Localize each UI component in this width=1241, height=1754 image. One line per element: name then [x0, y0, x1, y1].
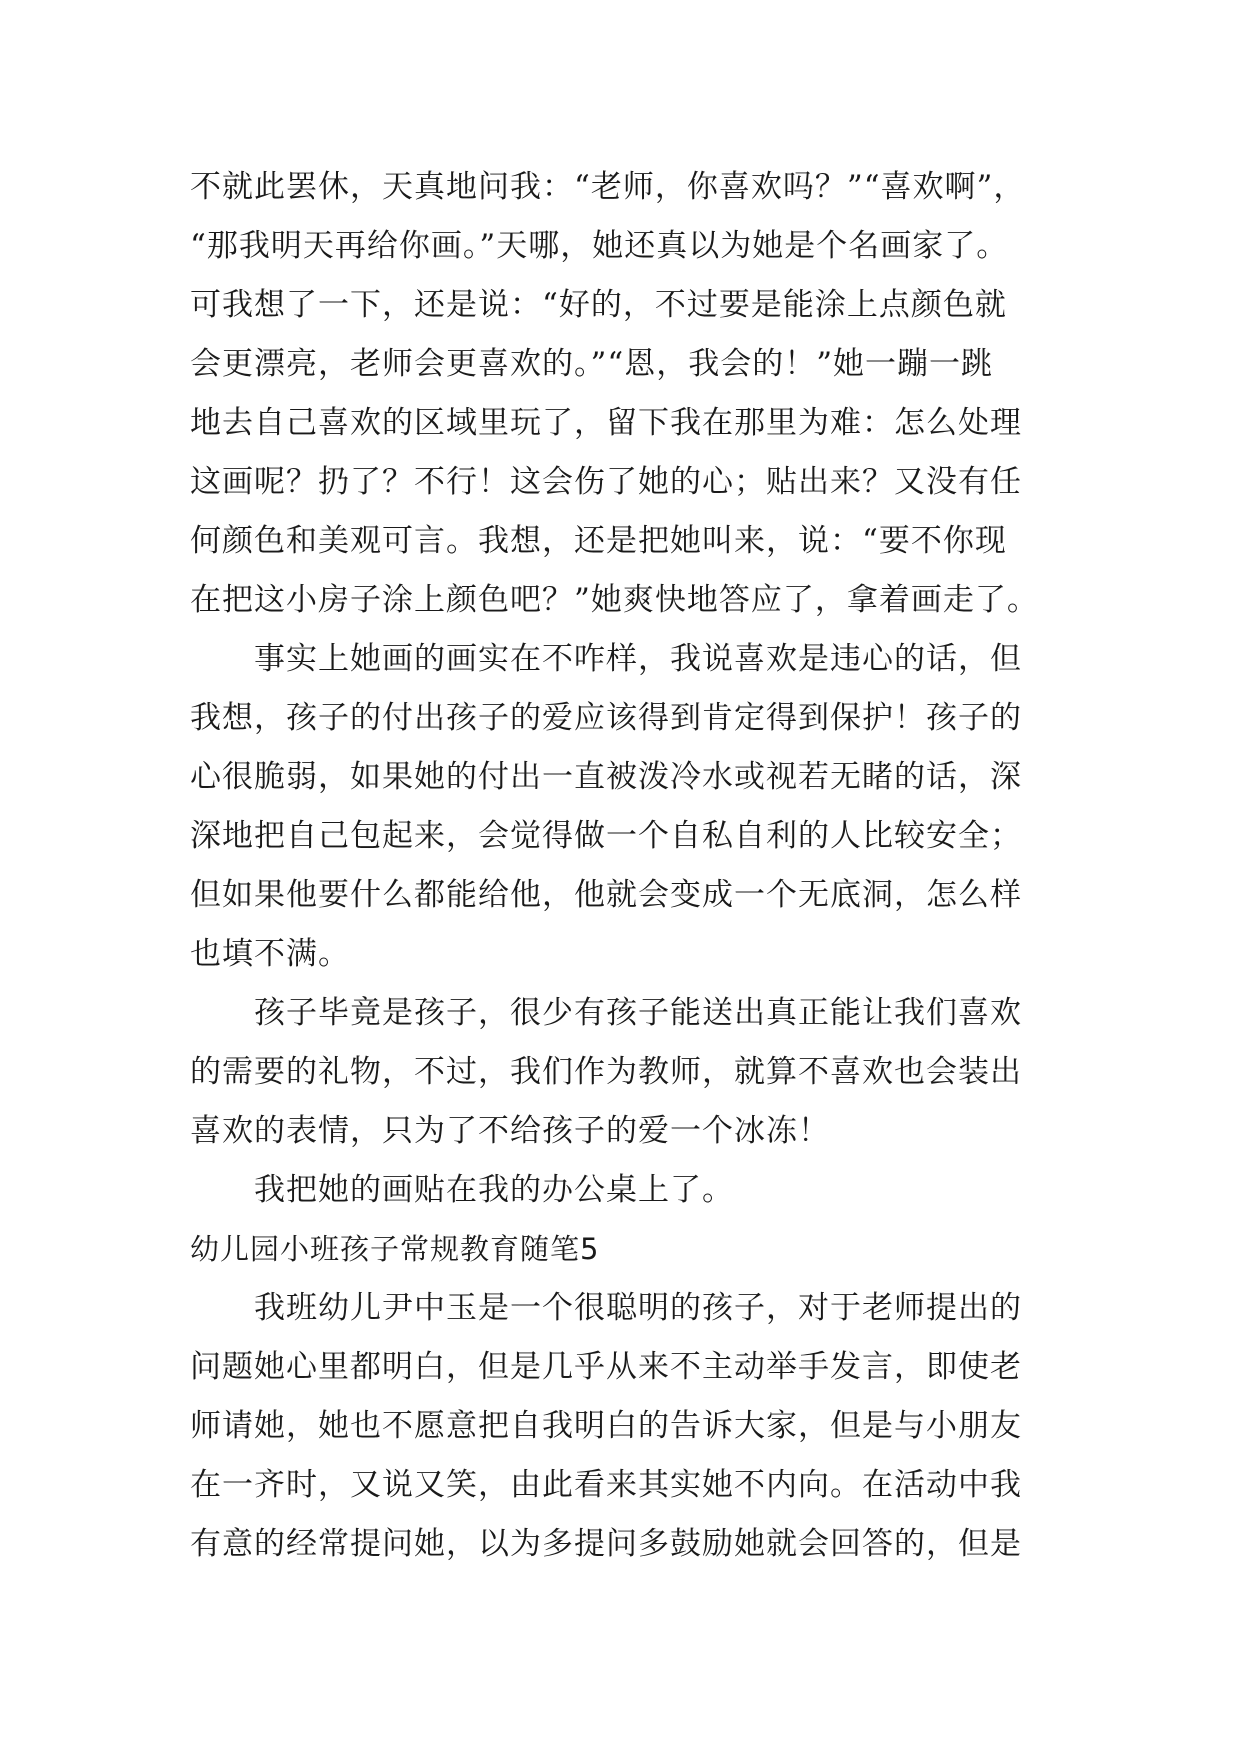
text-line: 在一齐时，又说又笑，由此看来其实她不内向。在活动中我 [190, 1467, 1022, 1503]
text-line: 有意的经常提问她，以为多提问多鼓励她就会回答的，但是 [190, 1526, 1022, 1562]
text-line: 我想，孩子的付出孩子的爱应该得到肯定得到保护！孩子的 [190, 700, 1022, 736]
paragraph-first-line: 我把她的画贴在我的办公桌上了。 [254, 1172, 734, 1208]
text-line: 也填不满。 [190, 936, 350, 972]
text-line: 这画呢？扔了？不行！这会伤了她的心；贴出来？又没有任 [190, 464, 1022, 500]
text-line: 师请她，她也不愿意把自我明白的告诉大家，但是与小朋友 [190, 1408, 1022, 1444]
text-line: 会更漂亮，老师会更喜欢的。”“恩，我会的！”她一蹦一跳 [190, 346, 994, 382]
text-line: 喜欢的表情，只为了不给孩子的爱一个冰冻！ [190, 1113, 830, 1149]
paragraph-first-line: 我班幼儿尹中玉是一个很聪明的孩子，对于老师提出的 [254, 1290, 1022, 1326]
text-line: 可我想了一下，还是说：“好的，不过要是能涂上点颜色就 [190, 287, 1007, 323]
text-line: 在把这小房子涂上颜色吧？”她爽快地答应了，拿着画走了。 [190, 582, 1039, 618]
text-line: 问题她心里都明白，但是几乎从来不主动举手发言，即使老 [190, 1349, 1022, 1385]
text-line: 的需要的礼物，不过，我们作为教师，就算不喜欢也会装出 [190, 1054, 1022, 1090]
paragraph-first-line: 孩子毕竟是孩子，很少有孩子能送出真正能让我们喜欢 [254, 995, 1022, 1031]
text-line: 何颜色和美观可言。我想，还是把她叫来，说：“要不你现 [190, 523, 1007, 559]
text-line: 心很脆弱，如果她的付出一直被泼冷水或视若无睹的话，深 [190, 759, 1022, 795]
paragraph-first-line: 事实上她画的画实在不咋样，我说喜欢是违心的话，但 [254, 641, 1022, 677]
text-line: “那我明天再给你画。”天哪，她还真以为她是个名画家了。 [190, 228, 1009, 264]
section-heading: 幼儿园小班孩子常规教育随笔5 [190, 1232, 600, 1266]
text-line: 但如果他要什么都能给他，他就会变成一个无底洞，怎么样 [190, 877, 1022, 913]
text-line: 不就此罢休，天真地问我：“老师，你喜欢吗？”“喜欢啊”， [190, 169, 1026, 205]
text-line: 地去自己喜欢的区域里玩了，留下我在那里为难：怎么处理 [190, 405, 1022, 441]
text-line: 深地把自己包起来，会觉得做一个自私自利的人比较安全； [190, 818, 1022, 854]
document-body [190, 158, 1090, 1574]
